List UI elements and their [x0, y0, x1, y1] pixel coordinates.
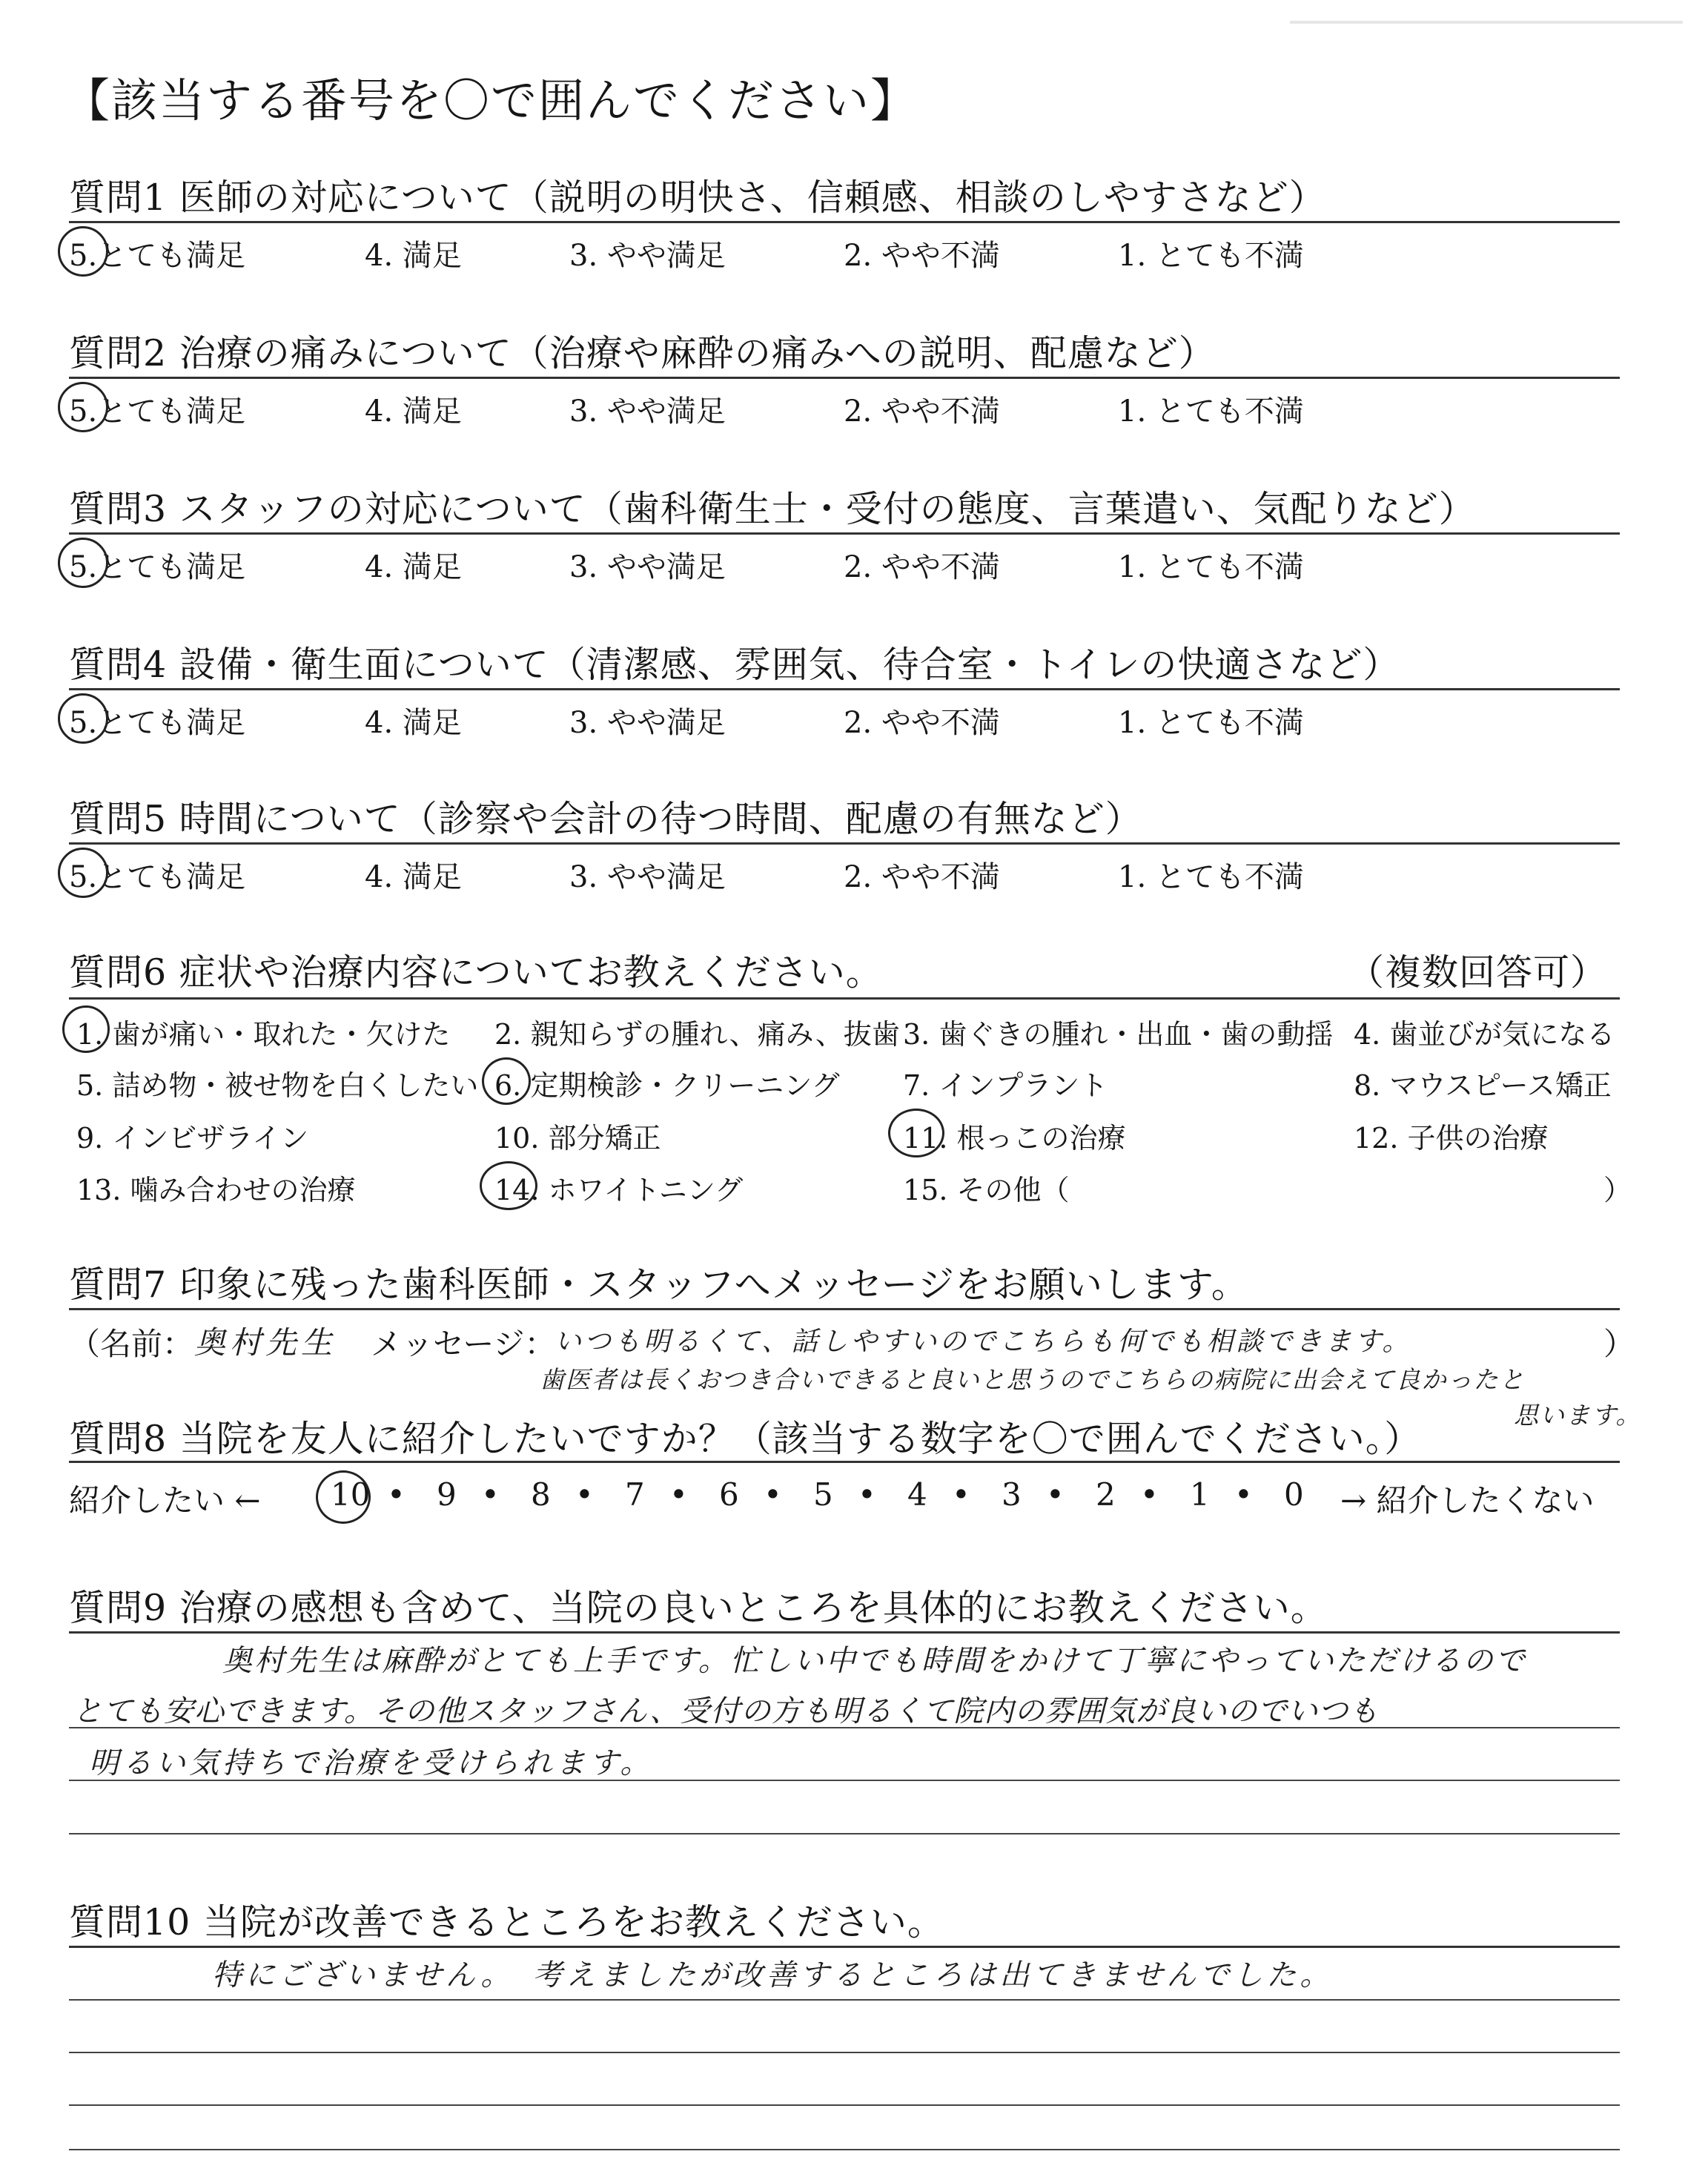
- recommend-right-label: → 紹介したくない: [1340, 1482, 1595, 1519]
- answer-line: [69, 2104, 1620, 2106]
- question-rule: [69, 377, 1620, 379]
- option-3[interactable]: 3. やや満足: [569, 550, 726, 584]
- scale-value-5[interactable]: 5: [813, 1476, 833, 1513]
- selection-circle: [482, 1057, 531, 1105]
- question-title: 質問1 医師の対応について（説明の明快さ、信頼感、相談のしやすさなど）: [69, 176, 1326, 219]
- option-5[interactable]: 5.とても満足: [69, 860, 246, 894]
- option-15[interactable]: 15. その他（: [903, 1174, 1070, 1206]
- scale-value-4[interactable]: 4: [907, 1476, 927, 1513]
- answer-text-line[interactable]: 明るい気持ちで治療を受けられます。: [89, 1746, 654, 1780]
- question-title: 質問4 設備・衛生面について（清潔感、雰囲気、待合室・トイレの快適さなど）: [69, 644, 1400, 686]
- scale-value-7[interactable]: 7: [625, 1476, 645, 1513]
- message-line-3[interactable]: 思います。: [1514, 1401, 1642, 1430]
- answer-text-line[interactable]: 特にございません。 考えましたが改善するところは出てきませんでした。: [212, 1958, 1334, 1992]
- selection-circle: [58, 538, 108, 588]
- question-title: 質問3 スタッフの対応について（歯科衛生士・受付の態度、言葉遣い、気配りなど）: [69, 488, 1476, 530]
- question-rule: [69, 997, 1620, 1000]
- selection-circle: [316, 1470, 371, 1524]
- question-title: 質問6 症状や治療内容についてお教えください。: [69, 951, 883, 994]
- message-label: メッセージ：: [371, 1326, 556, 1362]
- scale-separator: •: [575, 1476, 594, 1513]
- name-value[interactable]: 奥村先生: [194, 1324, 337, 1361]
- message-line-2[interactable]: 歯医者は長くおつき合いできると良いと思うのでこちらの病院に出会えて良かったと: [540, 1365, 1526, 1394]
- option-15-close: ）: [1603, 1174, 1632, 1206]
- question-title: 質問2 治療の痛みについて（治療や麻酔の痛みへの説明、配慮など）: [69, 332, 1216, 374]
- option-4[interactable]: 4. 満足: [365, 394, 462, 429]
- option-8[interactable]: 8. マウスピース矯正: [1354, 1069, 1612, 1102]
- option-1[interactable]: 1. とても不満: [1118, 239, 1304, 273]
- option-2[interactable]: 2. 親知らずの腫れ、痛み、抜歯: [494, 1018, 900, 1051]
- option-1[interactable]: 1. とても不満: [1118, 550, 1304, 584]
- option-5[interactable]: 5.とても満足: [69, 239, 246, 273]
- option-4[interactable]: 4. 満足: [365, 239, 462, 273]
- option-5[interactable]: 5. 詰め物・被せ物を白くしたい: [76, 1069, 479, 1102]
- message-line-1[interactable]: いつも明るくて、話しやすいのでこちらも何でも相談できます。: [555, 1327, 1412, 1357]
- selection-circle: [888, 1109, 944, 1157]
- option-12[interactable]: 12. 子供の治療: [1354, 1122, 1549, 1155]
- option-2[interactable]: 2. やや不満: [844, 550, 1000, 584]
- scan-edge-mark: [1290, 21, 1683, 24]
- multiple-answer-note: （複数回答可）: [1348, 951, 1608, 994]
- scale-value-3[interactable]: 3: [1002, 1476, 1022, 1513]
- scale-value-10[interactable]: 10: [331, 1476, 371, 1513]
- answer-line: [69, 2149, 1620, 2150]
- option-2[interactable]: 2. やや不満: [844, 239, 1000, 273]
- question-rule: [69, 688, 1620, 690]
- option-13[interactable]: 13. 噛み合わせの治療: [76, 1174, 356, 1206]
- question-title: 質問10 当院が改善できるところをお教えください。: [69, 1901, 944, 1943]
- name-label: （名前：: [69, 1326, 194, 1362]
- scale-separator: •: [858, 1476, 876, 1513]
- answer-line: [69, 1833, 1620, 1834]
- option-1[interactable]: 1. とても不満: [1118, 706, 1304, 740]
- option-4[interactable]: 4. 満足: [365, 860, 462, 894]
- selection-circle: [58, 226, 108, 277]
- option-1[interactable]: 1. 歯が痛い・取れた・欠けた: [76, 1018, 451, 1051]
- scale-separator: •: [387, 1476, 406, 1513]
- option-5[interactable]: 5.とても満足: [69, 550, 246, 584]
- scale-separator: •: [481, 1476, 500, 1513]
- recommend-left-label: 紹介したい ←: [69, 1482, 261, 1519]
- question-rule: [69, 1308, 1620, 1310]
- option-10[interactable]: 10. 部分矯正: [494, 1122, 661, 1155]
- question-title: 質問8 当院を友人に紹介したいですか？（該当する数字を〇で囲んでください。）: [69, 1418, 1422, 1460]
- option-6[interactable]: 6. 定期検診・クリーニング: [494, 1069, 840, 1102]
- question-rule: [69, 221, 1620, 223]
- question-title: 質問5 時間について（診察や会計の待つ時間、配慮の有無など）: [69, 798, 1142, 840]
- option-2[interactable]: 2. やや不満: [844, 706, 1000, 740]
- selection-circle: [62, 1005, 110, 1053]
- scale-separator: •: [1234, 1476, 1253, 1513]
- scale-value-9[interactable]: 9: [437, 1476, 457, 1513]
- question-rule: [69, 842, 1620, 845]
- selection-circle: [58, 382, 108, 432]
- scale-separator: •: [1046, 1476, 1065, 1513]
- question-title: 質問7 印象に残った歯科医師・スタッフへメッセージをお願いします。: [69, 1264, 1248, 1306]
- message-close-paren: ）: [1603, 1326, 1635, 1362]
- option-2[interactable]: 2. やや不満: [844, 860, 1000, 894]
- option-5[interactable]: 5.とても満足: [69, 394, 246, 429]
- selection-circle: [480, 1161, 537, 1210]
- answer-line: [69, 2052, 1620, 2053]
- option-11[interactable]: 11. 根っこの治療: [903, 1122, 1126, 1155]
- option-14[interactable]: 14. ホワイトニング: [494, 1174, 744, 1206]
- answer-text-line[interactable]: 奥村先生は麻酔がとても上手です。忙しい中でも時間をかけて丁寧にやっていただけるので: [222, 1644, 1527, 1678]
- scale-separator: •: [1140, 1476, 1159, 1513]
- option-3[interactable]: 3. 歯ぐきの腫れ・出血・歯の動揺: [903, 1018, 1334, 1051]
- option-4[interactable]: 4. 歯並びが気になる: [1354, 1018, 1615, 1051]
- scale-value-8[interactable]: 8: [531, 1476, 551, 1513]
- option-5[interactable]: 5.とても満足: [69, 706, 246, 740]
- option-3[interactable]: 3. やや満足: [569, 239, 726, 273]
- answer-text-line[interactable]: とても安心できます。その他スタッフさん、受付の方も明るくて院内の雰囲気が良いのでいつも: [73, 1694, 1380, 1728]
- scale-value-6[interactable]: 6: [719, 1476, 739, 1513]
- answer-line: [69, 1999, 1620, 2001]
- option-2[interactable]: 2. やや不満: [844, 394, 1000, 429]
- question-rule: [69, 1461, 1620, 1463]
- option-3[interactable]: 3. やや満足: [569, 860, 726, 894]
- scale-separator: •: [764, 1476, 782, 1513]
- option-4[interactable]: 4. 満足: [365, 550, 462, 584]
- option-7[interactable]: 7. インプラント: [903, 1069, 1108, 1102]
- scale-value-1[interactable]: 1: [1190, 1476, 1210, 1513]
- scale-separator: •: [669, 1476, 688, 1513]
- option-4[interactable]: 4. 満足: [365, 706, 462, 740]
- question-rule: [69, 532, 1620, 535]
- option-3[interactable]: 3. やや満足: [569, 706, 726, 740]
- option-3[interactable]: 3. やや満足: [569, 394, 726, 429]
- question-rule: [69, 1946, 1620, 1948]
- selection-circle: [58, 693, 108, 744]
- option-1[interactable]: 1. とても不満: [1118, 394, 1304, 429]
- page-heading: 【該当する番号を〇で囲んでください】: [64, 73, 918, 128]
- option-1[interactable]: 1. とても不満: [1118, 860, 1304, 894]
- question-title: 質問9 治療の感想も含めて、当院の良いところを具体的にお教えください。: [69, 1587, 1328, 1629]
- selection-circle: [58, 848, 108, 898]
- scale-separator: •: [952, 1476, 970, 1513]
- option-9[interactable]: 9. インビザライン: [76, 1122, 309, 1155]
- question-rule: [69, 1631, 1620, 1634]
- scale-value-2[interactable]: 2: [1096, 1476, 1116, 1513]
- scale-value-0[interactable]: 0: [1284, 1476, 1304, 1513]
